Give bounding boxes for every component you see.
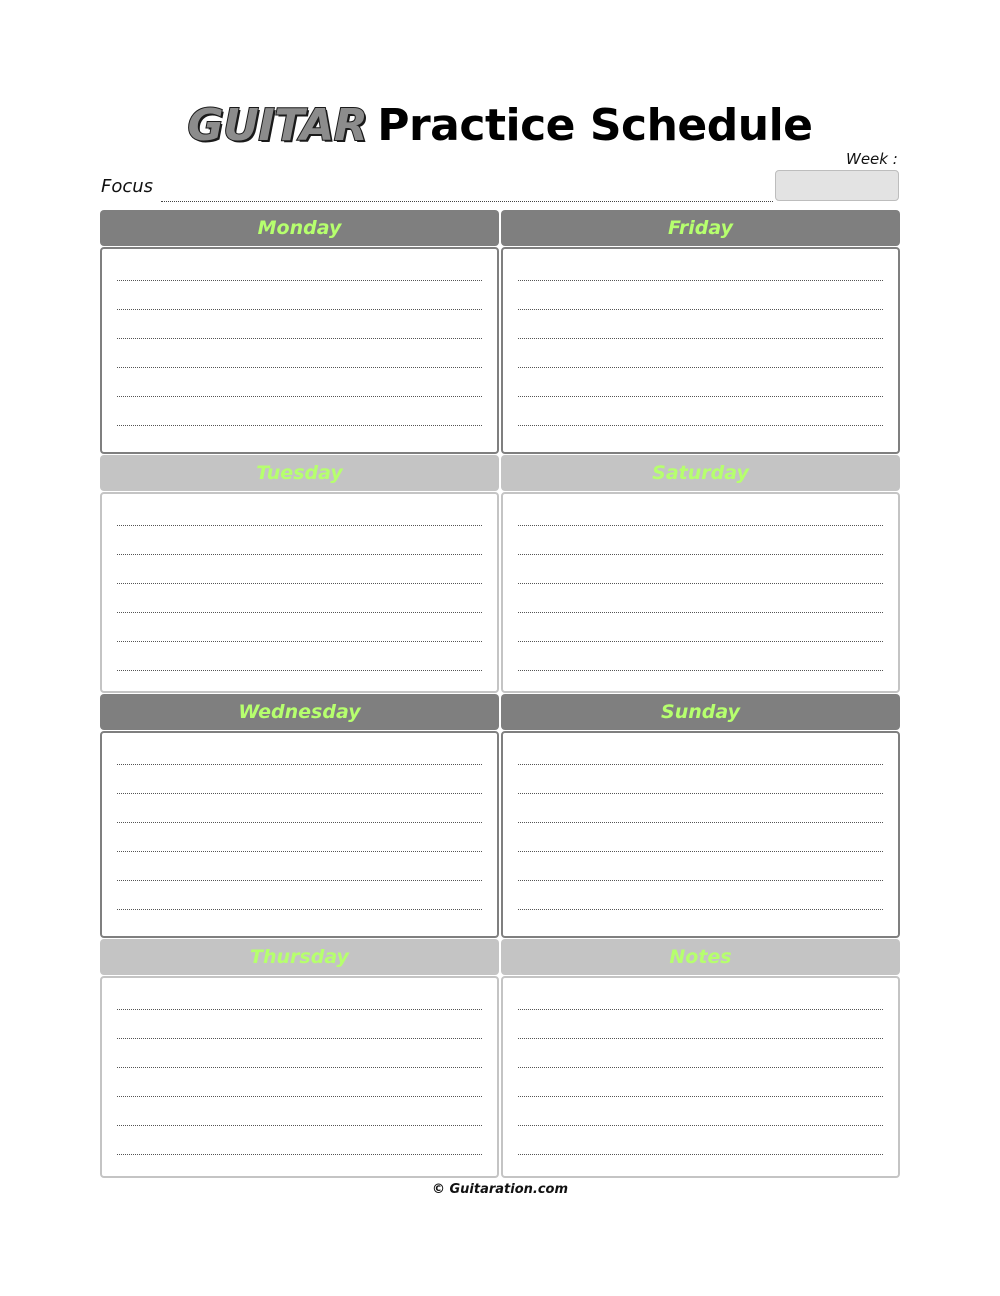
writing-line [117,880,482,881]
writing-line [117,670,482,671]
writing-line [518,1096,883,1097]
writing-line [518,1154,883,1155]
writing-line [117,822,482,823]
writing-line [518,525,883,526]
writing-line [117,909,482,910]
writing-line [117,1009,482,1010]
writing-line [518,793,883,794]
writing-line [117,367,482,368]
title-guitar-word: GUITAR [187,100,368,151]
section-header-friday: Friday [501,210,900,246]
writing-line [518,280,883,281]
writing-line [117,338,482,339]
writing-line [117,1154,482,1155]
page-title [0,98,1000,154]
writing-line [518,612,883,613]
writing-line [117,1096,482,1097]
writing-line [518,425,883,426]
writing-line [518,641,883,642]
writing-line [518,338,883,339]
writing-line [117,583,482,584]
section-header-notes: Notes [501,939,900,975]
section-box-thursday[interactable] [100,976,499,1178]
writing-line [518,822,883,823]
writing-line [117,641,482,642]
section-box-notes[interactable] [501,976,900,1178]
copyright-footer: © Guitaration.com [431,1182,569,1197]
writing-line [518,583,883,584]
writing-line [518,309,883,310]
writing-line [117,396,482,397]
week-label: Week : [846,150,898,168]
section-box-saturday[interactable] [501,492,900,693]
writing-line [117,525,482,526]
section-header-monday: Monday [100,210,499,246]
section-box-tuesday[interactable] [100,492,499,693]
writing-line [117,280,482,281]
section-box-friday[interactable] [501,247,900,454]
section-header-tuesday: Tuesday [100,455,499,491]
title-rest: Practice Schedule [377,100,813,151]
writing-line [518,1067,883,1068]
focus-field[interactable] [161,201,773,202]
section-header-sunday: Sunday [501,694,900,730]
writing-line [117,425,482,426]
writing-line [117,612,482,613]
section-box-sunday[interactable] [501,731,900,938]
writing-line [117,851,482,852]
section-header-wednesday: Wednesday [100,694,499,730]
writing-line [117,1038,482,1039]
writing-line [117,554,482,555]
focus-label: Focus [101,176,154,197]
writing-line [117,793,482,794]
writing-line [518,396,883,397]
writing-line [518,670,883,671]
writing-line [518,554,883,555]
week-field[interactable] [775,170,899,201]
writing-line [518,367,883,368]
writing-line [117,309,482,310]
writing-line [518,1009,883,1010]
section-header-saturday: Saturday [501,455,900,491]
writing-line [518,880,883,881]
writing-line [117,1125,482,1126]
section-header-thursday: Thursday [100,939,499,975]
writing-line [117,1067,482,1068]
section-box-monday[interactable] [100,247,499,454]
section-box-wednesday[interactable] [100,731,499,938]
writing-line [518,764,883,765]
writing-line [117,764,482,765]
writing-line [518,909,883,910]
writing-line [518,1125,883,1126]
writing-line [518,851,883,852]
writing-line [518,1038,883,1039]
